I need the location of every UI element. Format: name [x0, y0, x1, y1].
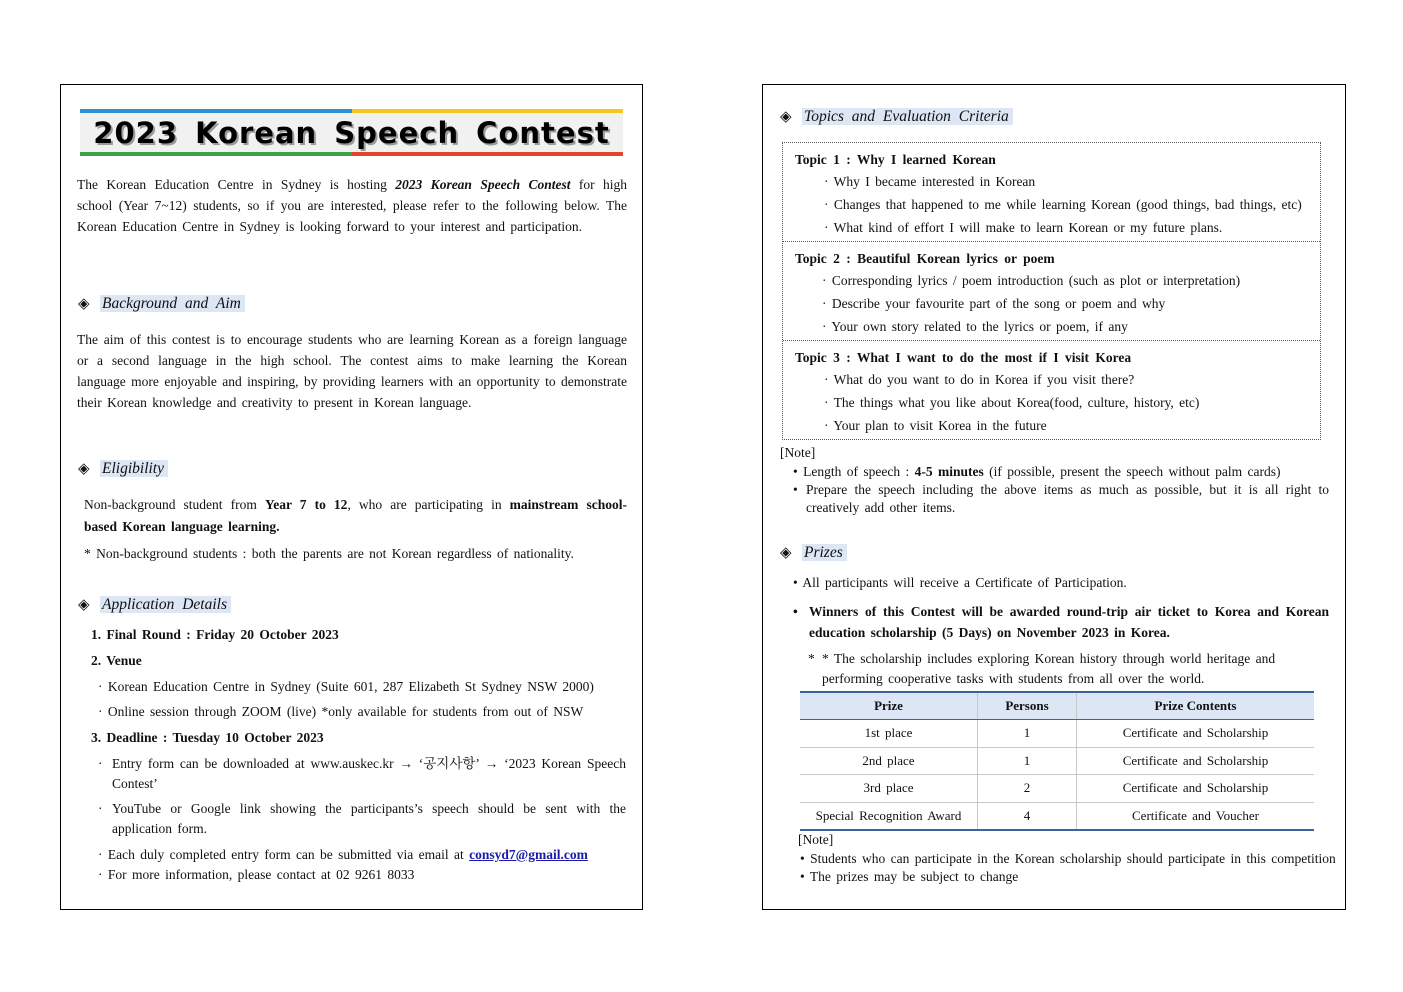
diamond-bullet-icon: ◈: [78, 597, 90, 613]
banner-bar-green: [80, 152, 352, 156]
note1-item-2-text: Prepare the speech including the above items as much as possible, but it is all right to creatively add other items.: [806, 482, 1329, 515]
prizes-item-2: [793, 601, 1329, 643]
prize-contents: Certificate and Scholarship: [1077, 747, 1315, 775]
topic-1-item: · What kind of effort I will make to learn Korean or my future plans.: [824, 220, 1223, 235]
prize-name: 3rd place: [800, 775, 978, 803]
prizes-item-1-text: All participants will receive a Certificate of Participation.: [802, 575, 1127, 590]
deadline: 3. Deadline : Tuesday 10 October 2023: [91, 730, 324, 745]
right-page: [762, 84, 1346, 910]
intro-text-2: for high school (Year 7~12) students, so if you are interested, please refer to the following below. The Korean Education Centre in Sydney is looking forward to your interest and participation.: [77, 177, 627, 234]
contest-banner: [80, 109, 623, 156]
topic-2-item-3: Your own story related to the lyrics or poem, if any: [831, 319, 1128, 334]
intro-text-1: The Korean Education Centre in Sydney is hosting: [77, 177, 396, 192]
prize-contents: Certificate and Scholarship: [1077, 720, 1315, 748]
deadline-item-3: · Each duly completed entry form can be submitted via email at consyd7@gmail.com: [98, 847, 588, 862]
topic-3-item-2: The things what you like about Korea(food, culture, history, etc): [833, 395, 1200, 410]
note1-item-1-pre: Length of speech :: [803, 464, 915, 479]
deadline-item-1: [98, 754, 626, 794]
heading-topics-text: Topics and Evaluation Criteria: [802, 108, 1013, 125]
table-row: [800, 802, 1314, 830]
eligibility-paragraph: [84, 494, 627, 538]
eligibility-years: Year 7 to 12: [264, 497, 348, 512]
prizes-scholarship-note: [808, 649, 1303, 689]
venue-item-1: · Korean Education Centre in Sydney (Suite 601, 287 Elizabeth St Sydney NSW 2000): [98, 679, 594, 694]
topic-3-item: · What do you want to do in Korea if you visit there?: [824, 372, 1135, 387]
prize-table: [800, 691, 1314, 831]
col-prize-contents: Prize Contents: [1077, 692, 1315, 720]
col-persons: Persons: [978, 692, 1077, 720]
prize-persons: 1: [978, 720, 1077, 748]
topic-3: [783, 341, 1320, 439]
venue-label: 2. Venue: [91, 653, 142, 668]
note1-item-1: • Length of speech : 4-5 minutes (if possible, present the speech without palm cards): [793, 464, 1281, 479]
note2-item-2: • The prizes may be subject to change: [800, 869, 1019, 884]
topic-2-item: · Describe your favourite part of the song or poem and why: [822, 296, 1166, 311]
prize-name: Special Recognition Award: [800, 802, 978, 830]
note2-item-1: • Students who can participate in the Korean scholarship should participate in this competition: [800, 851, 1336, 866]
eligibility-text-2: , who are participating in: [347, 497, 510, 512]
note2-label: [Note]: [798, 832, 834, 847]
bullet-dot: ·: [98, 801, 103, 816]
deadline-item-4-text: For more information, please contact at 02 9261 8033: [107, 867, 415, 882]
topic-2-item-1: Corresponding lyrics / poem introduction (such as plot or interpretation): [831, 273, 1241, 288]
deadline-item-4: · For more information, please contact at 02 9261 8033: [98, 867, 415, 882]
table-row: [800, 720, 1314, 748]
table-row: [800, 775, 1314, 803]
deadline-item-3-text: Each duly completed entry form can be submitted via email at: [107, 847, 470, 862]
topic-1-title: Topic 1 : Why I learned Korean: [795, 152, 996, 167]
topic-1-item-2: Changes that happened to me while learning Korean (good things, bad things, etc): [833, 197, 1302, 212]
intro-contest-name: 2023 Korean Speech Contest: [395, 177, 571, 192]
heading-eligibility-text: Eligibility: [100, 460, 168, 477]
deadline-item-1-text: Entry form can be downloaded at www.auskec.kr → ‘공지사항’ → ‘2023 Korean Speech Contest’: [112, 756, 626, 791]
prize-contents: Certificate and Voucher: [1077, 802, 1315, 830]
prize-table-header: [800, 692, 1314, 720]
topic-3-item: · The things what you like about Korea(food, culture, history, etc): [824, 395, 1200, 410]
asterisk: *: [808, 651, 815, 666]
topic-2-title: Topic 2 : Beautiful Korean lyrics or poem: [795, 251, 1055, 266]
banner-bar-yellow: [352, 109, 624, 113]
heading-prizes-text: Prizes: [802, 544, 847, 561]
topic-1-item-3: What kind of effort I will make to learn Korean or my future plans.: [833, 220, 1223, 235]
heading-application-text: Application Details: [100, 596, 231, 613]
prize-persons: 4: [978, 802, 1077, 830]
banner-bar-blue: [80, 109, 352, 113]
email-link[interactable]: consyd7@gmail.com: [469, 847, 588, 862]
note1-item-1-post: (if possible, present the speech without palm cards): [983, 464, 1281, 479]
bullet-dot: •: [793, 482, 798, 497]
heading-background-text: Background and Aim: [100, 295, 245, 312]
prize-contents: Certificate and Scholarship: [1077, 775, 1315, 803]
prize-name: 2nd place: [800, 747, 978, 775]
prize-persons: 2: [978, 775, 1077, 803]
eligibility-note: * Non-background students : both the parents are not Korean regardless of nationality.: [84, 546, 574, 561]
topic-3-item-1: What do you want to do in Korea if you visit there?: [833, 372, 1135, 387]
intro-paragraph: [77, 174, 627, 237]
topic-1-item: · Why I became interested in Korean: [824, 174, 1036, 189]
diamond-bullet-icon: ◈: [78, 296, 90, 312]
topic-3-item-3: Your plan to visit Korea in the future: [833, 418, 1047, 433]
background-paragraph: The aim of this contest is to encourage students who are learning Korean as a foreign language or a second language in the high school. The contest aims to make learning the Korean language more enjoyable and inspiring, by providing learners with an opportunity to demonstrate their Korean knowledge and creativity to present in Korean language.: [77, 332, 627, 410]
eligibility-text-1: Non-background student from: [84, 497, 265, 512]
banner-title: 2023 Korean Speech Contest: [93, 116, 610, 150]
final-round: 1. Final Round : Friday 20 October 2023: [91, 627, 339, 642]
topic-2-item-2: Describe your favourite part of the song or poem and why: [831, 296, 1166, 311]
topic-1-item-1: Why I became interested in Korean: [833, 174, 1036, 189]
heading-topics: [780, 107, 1013, 126]
prize-name: 1st place: [800, 720, 978, 748]
topic-1: [783, 143, 1320, 242]
prizes-scholarship-note-text: * The scholarship includes exploring Korean history through world heritage and performing cooperative tasks with students from all over the world.: [822, 651, 1276, 686]
diamond-bullet-icon: ◈: [78, 461, 90, 477]
topic-2-item: · Your own story related to the lyrics or poem, if any: [822, 319, 1128, 334]
topic-2: [783, 242, 1320, 341]
table-row: [800, 747, 1314, 775]
note1-label: [Note]: [780, 445, 816, 460]
topic-2-item: · Corresponding lyrics / poem introduction (such as plot or interpretation): [822, 273, 1241, 288]
diamond-bullet-icon: ◈: [780, 109, 792, 125]
note2-item-1-text: Students who can participate in the Korean scholarship should participate in this competition: [810, 851, 1336, 866]
bullet-dot: •: [793, 604, 798, 619]
venue-item-2-text: Online session through ZOOM (live) *only available for students from out of NSW: [107, 704, 584, 719]
speech-length: 4-5 minutes: [914, 464, 984, 479]
topic-3-title: Topic 3 : What I want to do the most if I visit Korea: [795, 350, 1132, 365]
topics-box: [782, 142, 1321, 440]
prizes-item-2-text: Winners of this Contest will be awarded round-trip air ticket to Korea and Korean education scholarship (5 Days) on November 2023 in Korea.: [809, 604, 1329, 640]
prize-persons: 1: [978, 747, 1077, 775]
topic-3-item: · Your plan to visit Korea in the future: [824, 418, 1047, 433]
venue-item-2: · Online session through ZOOM (live) *only available for students from out of NSW: [98, 704, 584, 719]
deadline-item-2-text: YouTube or Google link showing the participants’s speech should be sent with the application form.: [112, 801, 626, 836]
heading-eligibility: [78, 459, 168, 478]
prizes-item-1: • All participants will receive a Certificate of Participation.: [793, 575, 1127, 590]
eligibility-mainstream: mainstream school-based Korean language learning.: [84, 497, 627, 534]
note2-item-2-text: The prizes may be subject to change: [809, 869, 1019, 884]
heading-application: [78, 595, 231, 614]
note1-item-2: [793, 481, 1329, 517]
deadline-item-2: [98, 799, 626, 839]
heading-prizes: [780, 543, 847, 562]
banner-bar-red: [352, 152, 624, 156]
heading-background: [78, 294, 245, 313]
topic-1-item: · Changes that happened to me while learning Korean (good things, bad things, etc): [824, 197, 1302, 212]
left-page: [60, 84, 643, 910]
bullet-dot: ·: [98, 756, 103, 771]
col-prize: Prize: [800, 692, 978, 720]
venue-item-1-text: Korean Education Centre in Sydney (Suite 601, 287 Elizabeth St Sydney NSW 2000): [107, 679, 594, 694]
diamond-bullet-icon: ◈: [780, 545, 792, 561]
